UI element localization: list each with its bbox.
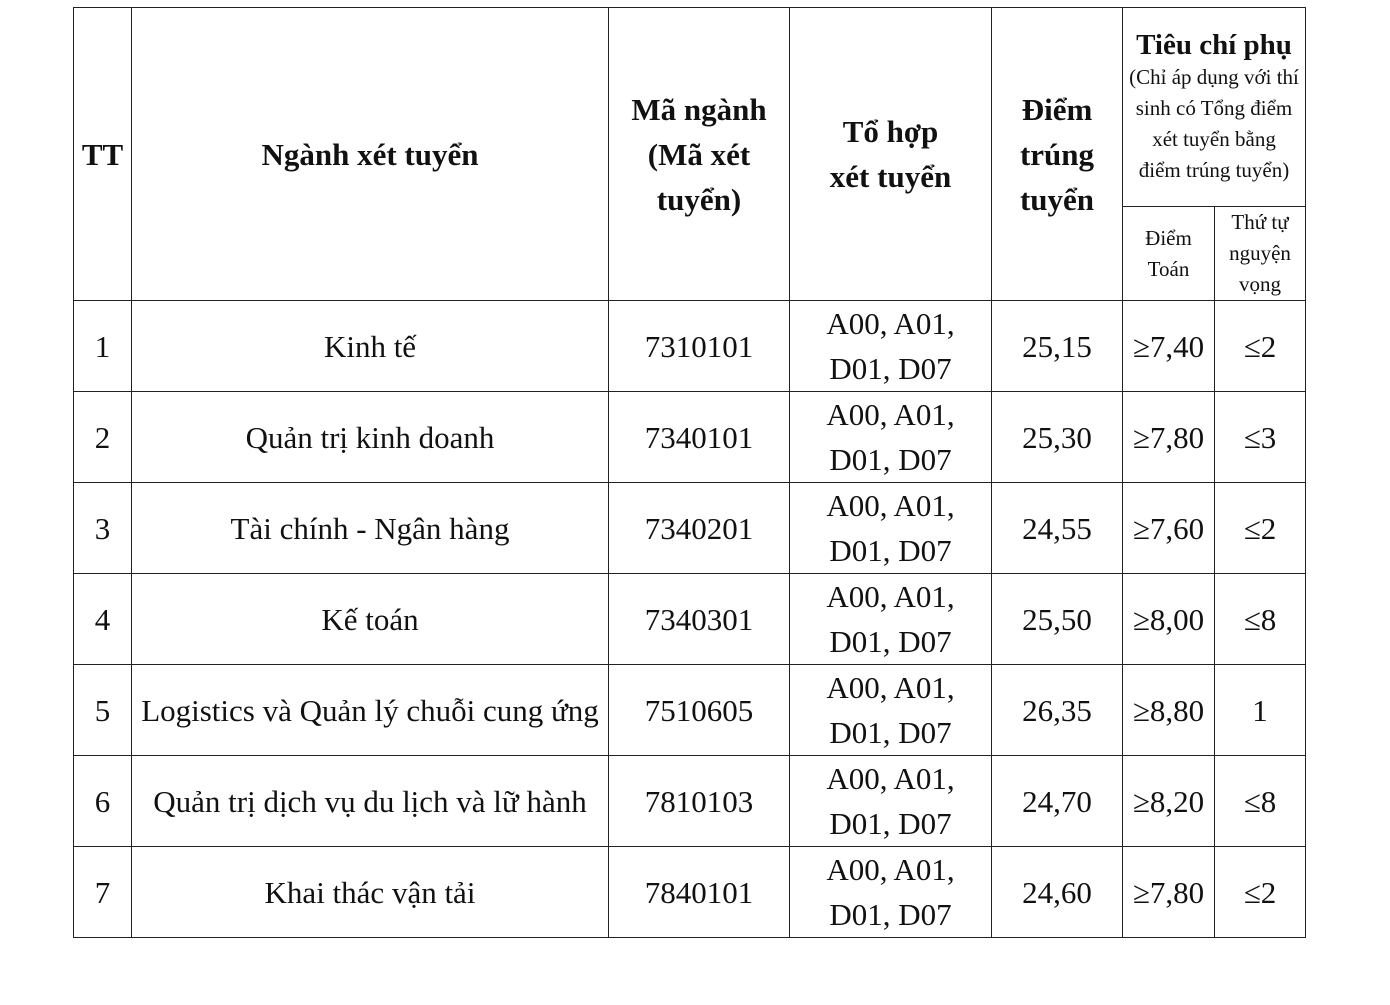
cell-wish: ≤8 [1215,756,1306,847]
header-tt: TT [74,8,132,301]
cell-math: ≥7,80 [1123,847,1215,938]
cell-code: 7310101 [609,301,790,392]
combo-line-1: A00, A01, [826,579,955,614]
cell-code: 7340301 [609,574,790,665]
combo-line-2: D01, D07 [829,351,952,386]
table-row [74,301,1306,392]
header-code: Mã ngành (Mã xét tuyển) [609,8,790,301]
cell-math: ≥8,00 [1123,574,1215,665]
table-row [74,847,1306,938]
cell-major: Khai thác vận tải [132,847,609,938]
cell-wish: ≤8 [1215,574,1306,665]
cell-math: ≥7,40 [1123,301,1215,392]
cell-wish: ≤2 [1215,483,1306,574]
cell-major: Quản trị dịch vụ du lịch và lữ hành [132,756,609,847]
header-criteria [1123,8,1306,207]
cell-combination [790,665,992,756]
admission-scores-table [73,7,1306,938]
header-criteria-title: Tiêu chí phụ [1136,29,1292,61]
cell-code: 7340101 [609,392,790,483]
table-row [74,665,1306,756]
cell-wish: ≤2 [1215,847,1306,938]
cell-major: Kinh tế [132,301,609,392]
cell-tt: 4 [74,574,132,665]
cell-combination [790,392,992,483]
cell-combination [790,847,992,938]
cell-score: 24,55 [992,483,1123,574]
combo-line-2: D01, D07 [829,624,952,659]
cell-tt: 3 [74,483,132,574]
combo-line-1: A00, A01, [826,670,955,705]
cell-score: 25,15 [992,301,1123,392]
cell-wish: ≤2 [1215,301,1306,392]
cell-combination [790,483,992,574]
table-row [74,756,1306,847]
cell-major: Logistics và Quản lý chuỗi cung ứng [132,665,609,756]
cell-tt: 6 [74,756,132,847]
table-row [74,392,1306,483]
cell-code: 7810103 [609,756,790,847]
cell-score: 25,50 [992,574,1123,665]
cell-tt: 5 [74,665,132,756]
table-header [74,8,1306,301]
table-row [74,574,1306,665]
cell-math: ≥8,20 [1123,756,1215,847]
combo-line-1: A00, A01, [826,397,955,432]
cell-math: ≥7,80 [1123,392,1215,483]
cell-combination [790,301,992,392]
header-major: Ngành xét tuyển [132,8,609,301]
cell-score: 26,35 [992,665,1123,756]
combo-line-1: A00, A01, [826,761,955,796]
header-combination: Tổ hợp xét tuyển [790,8,992,301]
cell-code: 7340201 [609,483,790,574]
cell-score: 25,30 [992,392,1123,483]
combo-line-2: D01, D07 [829,715,952,750]
cell-combination [790,574,992,665]
header-math-score: Điểm Toán [1123,207,1215,301]
header-criteria-note: (Chỉ áp dụng với thí sinh có Tổng điểm xét tuyển bằng điểm trúng tuyển) [1129,65,1299,182]
cell-code: 7840101 [609,847,790,938]
cell-wish: ≤3 [1215,392,1306,483]
header-wish-order: Thứ tự nguyện vọng [1215,207,1306,301]
cell-major: Kế toán [132,574,609,665]
cell-major: Quản trị kinh doanh [132,392,609,483]
cell-code: 7510605 [609,665,790,756]
cell-tt: 1 [74,301,132,392]
combo-line-2: D01, D07 [829,533,952,568]
cell-tt: 7 [74,847,132,938]
combo-line-2: D01, D07 [829,806,952,841]
cell-major: Tài chính - Ngân hàng [132,483,609,574]
cell-wish: 1 [1215,665,1306,756]
combo-line-1: A00, A01, [826,488,955,523]
cell-tt: 2 [74,392,132,483]
cell-score: 24,70 [992,756,1123,847]
header-row-top [74,8,1306,207]
table-body [74,301,1306,938]
cell-combination [790,756,992,847]
cell-math: ≥7,60 [1123,483,1215,574]
combo-line-2: D01, D07 [829,897,952,932]
combo-line-2: D01, D07 [829,442,952,477]
table-row [74,483,1306,574]
cell-math: ≥8,80 [1123,665,1215,756]
header-score: Điểm trúng tuyển [992,8,1123,301]
combo-line-1: A00, A01, [826,306,955,341]
cell-score: 24,60 [992,847,1123,938]
combo-line-1: A00, A01, [826,852,955,887]
